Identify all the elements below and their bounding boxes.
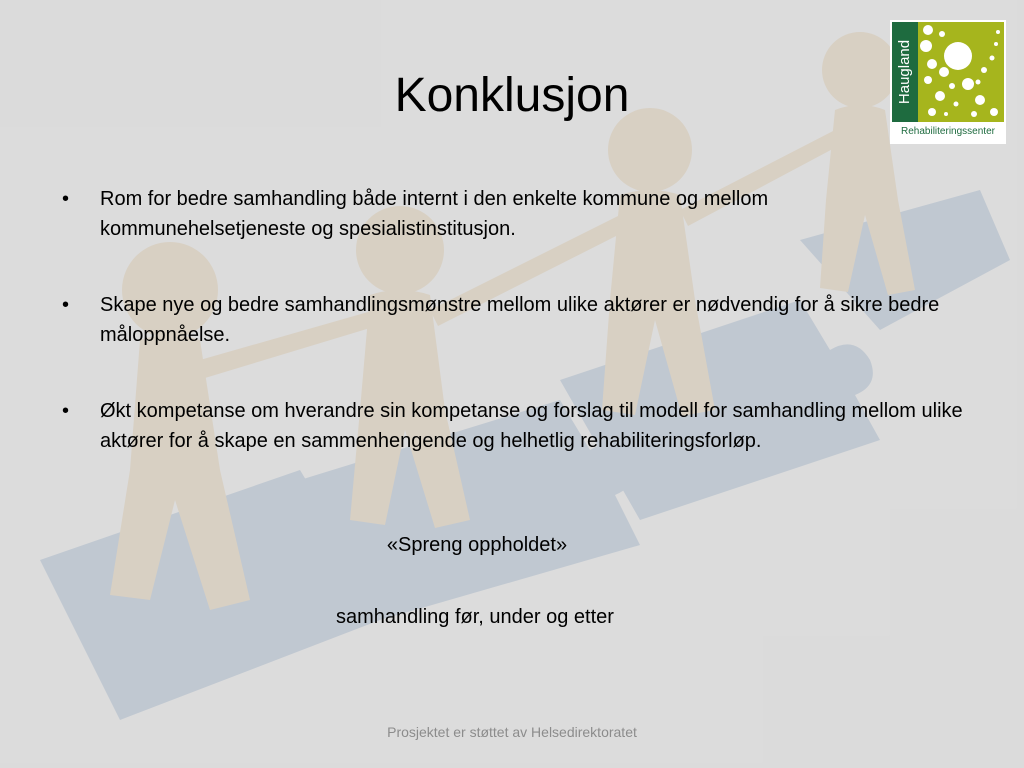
quote-text: «Spreng oppholdet» [386,534,568,556]
logo-wordmark [892,22,918,122]
logo-subtitle: Rehabiliteringssenter [901,126,995,137]
logo-dots-icon [918,22,1004,122]
bullet-text: Skape nye og bedre samhandlingsmønstre mellom ulike aktører er nødvendig for å sikre bedre måloppnåelse. [100,294,940,346]
footer-text: Prosjektet er støttet av Helsedirektoratet [387,724,637,740]
list-item [58,184,963,244]
page-title: Konklusjon [394,69,630,122]
bullet-text: Økt kompetanse om hverandre sin kompetanse og forslag til modell for samhandling mellom ulike aktører for å skape en sammenhengende og helhetlig rehabiliteringsforløp. [100,400,963,452]
bullet-marker: • [62,294,70,316]
list-item [58,396,963,456]
tagline-text: samhandling før, under og etter [336,606,614,628]
bullet-list [58,184,963,456]
list-item [58,290,963,350]
bullet-marker: • [62,188,70,210]
bullet-marker: • [62,400,70,422]
haugland-logo [890,20,1006,144]
bullet-text: Rom for bedre samhandling både internt i den enkelte kommune og mellom kommunehelsetjeneste og spesialistinstitusjon. [100,188,769,240]
logo-name: Haugland [896,39,913,105]
